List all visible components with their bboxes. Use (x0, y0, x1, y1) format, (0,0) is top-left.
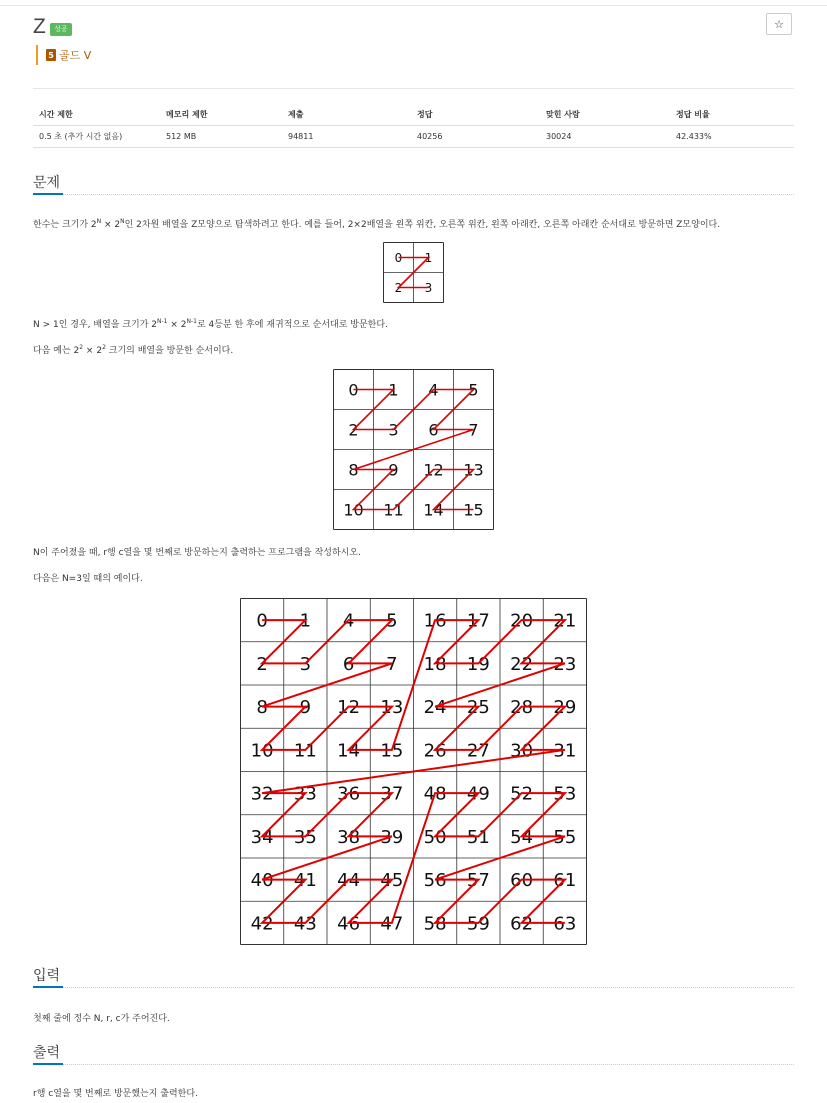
cell-number: 20 (510, 610, 534, 632)
cell-number: 46 (337, 913, 361, 935)
top-divider (0, 5, 827, 6)
cell-number: 39 (380, 826, 404, 848)
cell-number: 13 (380, 697, 404, 719)
cell-number: 40 (250, 870, 274, 892)
cell-number: 48 (423, 783, 447, 805)
cell-number: 10 (250, 740, 274, 762)
cell-number: 4 (428, 380, 439, 400)
star-button[interactable] (766, 13, 792, 35)
cell-number: 53 (553, 783, 577, 805)
output-heading-rule (33, 1064, 794, 1065)
output-description: r행 c열을 몇 번째로 방문했는지 출력한다. (33, 1089, 198, 1099)
input-heading-underline (33, 986, 63, 988)
cell-number: 12 (423, 460, 444, 480)
cell-number: 14 (337, 740, 361, 762)
cell-number: 9 (299, 697, 312, 719)
cell-number: 31 (553, 740, 577, 762)
cell-number: 29 (553, 697, 577, 719)
value-submissions: 94811 (282, 126, 411, 148)
cell-number: 18 (423, 653, 447, 675)
cell-number: 47 (380, 913, 404, 935)
value-memory-limit: 512 MB (160, 126, 282, 148)
cell-number: 54 (510, 826, 534, 848)
cell-number: 32 (250, 783, 274, 805)
cell-number: 6 (428, 420, 439, 440)
cell-number: 37 (380, 783, 404, 805)
cell-number: 11 (383, 500, 404, 520)
cell-number: 16 (423, 610, 447, 632)
header-divider (33, 88, 794, 89)
cell-number: 38 (337, 826, 361, 848)
cell-number: 43 (293, 913, 317, 935)
problem-heading-rule (33, 194, 794, 195)
cell-number: 61 (553, 870, 577, 892)
description-paragraph-4: N이 주어졌을 때, r행 c열을 몇 번째로 방문하는지 출력하는 프로그램을 작성하시오. (33, 548, 361, 558)
problem-info-table (33, 104, 794, 148)
description-paragraph-5: 다음은 N=3일 때의 예이다. (33, 574, 143, 584)
cell-number: 0 (256, 610, 268, 632)
cell-number: 2 (394, 280, 403, 295)
description-paragraph-3: 다음 예는 $2^2 \times 2^2$ 크기의 배열을 방문한 순서이다. (33, 344, 234, 356)
tier-label: 골드 V (59, 49, 92, 62)
cell-number: 42 (250, 913, 274, 935)
input-heading: 입력 (33, 968, 61, 984)
cell-number: 0 (394, 250, 403, 265)
cell-number: 45 (380, 870, 404, 892)
cell-number: 56 (423, 870, 447, 892)
status-badge: 성공 (50, 23, 72, 36)
cell-number: 2 (348, 420, 359, 440)
cell-number: 3 (299, 653, 312, 675)
output-heading: 출력 (33, 1045, 61, 1061)
cell-number: 49 (466, 783, 490, 805)
input-description: 첫째 줄에 정수 N, r, c가 주어진다. (33, 1014, 170, 1024)
value-accepted: 40256 (411, 126, 540, 148)
problem-tier[interactable] (36, 45, 91, 65)
cell-number: 7 (468, 420, 479, 440)
cell-number: 3 (388, 420, 399, 440)
cell-number: 50 (423, 826, 447, 848)
cell-number: 5 (468, 380, 479, 400)
cell-number: 4 (342, 610, 355, 632)
value-accept-ratio: 42.433% (670, 126, 794, 148)
cell-number: 58 (423, 913, 447, 935)
cell-number: 35 (293, 826, 317, 848)
cell-number: 13 (463, 460, 484, 480)
cell-number: 12 (337, 697, 361, 719)
table-row (33, 126, 794, 148)
cell-number: 8 (256, 697, 268, 719)
star-icon: ☆ (774, 17, 784, 31)
cell-number: 15 (380, 740, 404, 762)
cell-number: 36 (337, 783, 361, 805)
z-order-figure-8x8 (240, 598, 587, 945)
cell-number: 11 (293, 740, 317, 762)
cell-number: 34 (250, 826, 274, 848)
cell-number: 6 (342, 653, 355, 675)
cell-number: 21 (553, 610, 577, 632)
cell-number: 30 (510, 740, 534, 762)
cell-number: 59 (466, 913, 490, 935)
description-paragraph-2: N > 1인 경우, 배열을 크기가 $2^{N-1} \times 2^{N-1}$로 4등분 한 후에 재귀적으로 순서대로 방문한다. (33, 318, 388, 330)
cell-number: 15 (463, 500, 484, 520)
value-solved-users: 30024 (540, 126, 670, 148)
cell-number: 33 (293, 783, 317, 805)
cell-number: 5 (386, 610, 398, 632)
cell-number: 62 (510, 913, 534, 935)
table-header-row (33, 104, 794, 126)
output-heading-underline (33, 1063, 63, 1065)
cell-number: 14 (423, 500, 444, 520)
problem-heading: 문제 (33, 175, 61, 191)
description-paragraph-1: 한수는 크기가 $2^N \times 2^N$인 2차원 배열을 Z모양으로 탐색하려고 한다. 예를 들어, 2×2배열을 왼쪽 위칸, 오른쪽 위칸, 왼쪽 아래칸, 오른쪽 아래칸 순서대로 방문하면 Z모양이다. (33, 218, 721, 230)
header-submissions: 제출 (282, 104, 411, 126)
cell-number: 9 (388, 460, 399, 480)
cell-number: 44 (337, 870, 361, 892)
cell-number: 55 (553, 826, 577, 848)
cell-number: 10 (343, 500, 364, 520)
cell-number: 63 (553, 913, 577, 935)
input-heading-rule (33, 987, 794, 988)
z-order-figure-4x4 (333, 369, 494, 530)
cell-number: 60 (510, 870, 534, 892)
cell-number: 19 (466, 653, 490, 675)
problem-title: Z (33, 15, 46, 38)
cell-number: 25 (466, 697, 490, 719)
cell-number: 23 (553, 653, 577, 675)
cell-number: 17 (466, 610, 490, 632)
header-solved-users: 맞힌 사람 (540, 104, 670, 126)
cell-number: 8 (348, 460, 359, 480)
cell-number: 52 (510, 783, 534, 805)
header-accepted: 정답 (411, 104, 540, 126)
cell-number: 24 (423, 697, 447, 719)
cell-number: 51 (466, 826, 490, 848)
header-accept-ratio: 정답 비율 (670, 104, 794, 126)
gold-tier-icon: 5 (46, 49, 56, 61)
cell-number: 41 (293, 870, 317, 892)
problem-heading-underline (33, 193, 63, 195)
cell-number: 1 (299, 610, 312, 632)
header-time-limit: 시간 제한 (33, 104, 160, 126)
cell-number: 22 (510, 653, 534, 675)
cell-number: 57 (466, 870, 490, 892)
cell-number: 0 (348, 380, 359, 400)
z-order-figure-2x2 (383, 242, 444, 303)
cell-number: 3 (424, 280, 433, 295)
cell-number: 1 (424, 250, 433, 265)
cell-number: 26 (423, 740, 447, 762)
cell-number: 28 (510, 697, 534, 719)
cell-number: 7 (386, 653, 398, 675)
cell-number: 27 (466, 740, 490, 762)
value-time-limit: 0.5 초 (추가 시간 없음) (33, 126, 160, 148)
cell-number: 2 (256, 653, 268, 675)
cell-number: 1 (388, 380, 399, 400)
header-memory-limit: 메모리 제한 (160, 104, 282, 126)
